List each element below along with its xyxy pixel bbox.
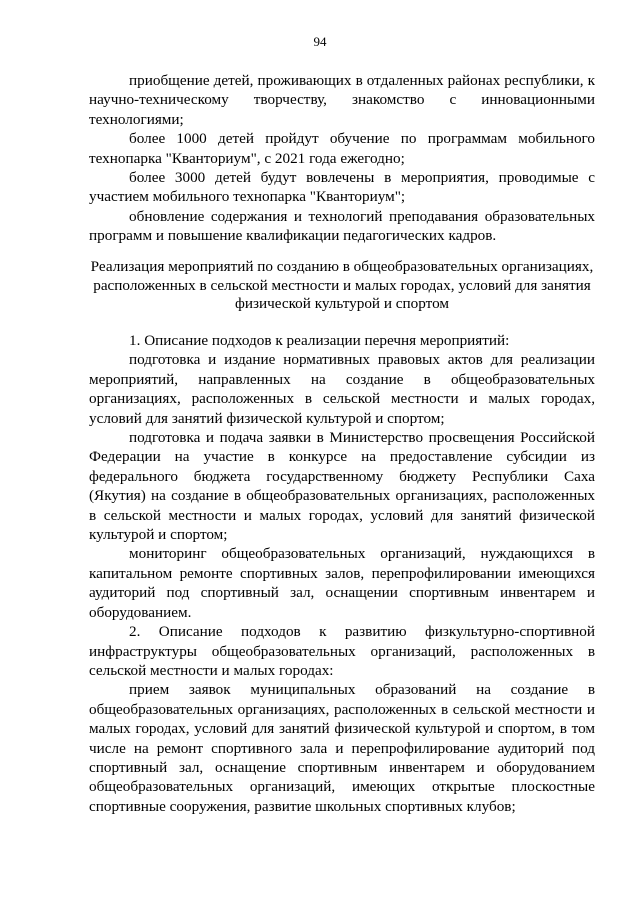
paragraph: обновление содержания и технологий преподавания образовательных программ и повышение квалификации педагогических кадров. bbox=[89, 207, 595, 245]
intro-text-block bbox=[89, 71, 595, 246]
section-heading: Реализация мероприятий по созданию в общеобразовательных организациях, расположенных в сельской местности и малых городах, условий для занятия физической культурой и спортом bbox=[90, 258, 594, 313]
paragraph: более 1000 детей пройдут обучение по программам мобильного технопарка "Кванториум", с 2021 года ежегодно; bbox=[89, 130, 595, 167]
section-text-block bbox=[89, 331, 595, 816]
paragraph: более 3000 детей будут вовлечены в мероприятия, проводимые с участием мобильного технопарка "Кванториум"; bbox=[89, 169, 595, 206]
paragraph: мониторинг общеобразовательных организаций, нуждающихся в капитальном ремонте спортивных залов, перепрофилировании имеющихся аудиторий под спортивный зал, оснащении спортивным инвентарем и оборудованием. bbox=[89, 545, 595, 621]
paragraph: приобщение детей, проживающих в отдаленных районах республики, к научно-техническому творчеству, знакомство с инновационными технологиями; bbox=[89, 72, 595, 128]
paragraph: 1. Описание подходов к реализации перечня мероприятий: bbox=[129, 332, 510, 349]
paragraph: 2. Описание подходов к развитию физкультурно-спортивной инфраструктуры общеобразовательных организаций, расположенных в сельской местности и малых городах: bbox=[89, 623, 595, 679]
page-number: 94 bbox=[313, 34, 327, 49]
paragraph: подготовка и издание нормативных правовых актов для реализации мероприятий, направленных на создание в общеобразовательных организациях, расположенных в сельской местности и малых городах, условий для занятий физической культурой и спортом; bbox=[89, 351, 595, 427]
paragraph: подготовка и подача заявки в Министерство просвещения Российской Федерации на участие в конкурсе на предоставление субсидии из федерального бюджета государственному бюджету Республики Саха (Якутия) на создание в общеобразовательных организациях, расположенных в сельской местности и малых городах, условий для занятий физической культурой и спортом; bbox=[89, 429, 595, 544]
paragraph: прием заявок муниципальных образований на создание в общеобразовательных организациях, расположенных в сельской местности и малых городах, условий для занятий физической культурой и спортом, в том числе на ремонт спортивного зала и перепрофилирование аудиторий под спортивный зал, оснащение спортивным инвентарем и оборудованием общеобразовательных организаций, имеющих открытые плоскостные спортивные сооружения, развитие школьных спортивных клубов; bbox=[89, 681, 595, 815]
